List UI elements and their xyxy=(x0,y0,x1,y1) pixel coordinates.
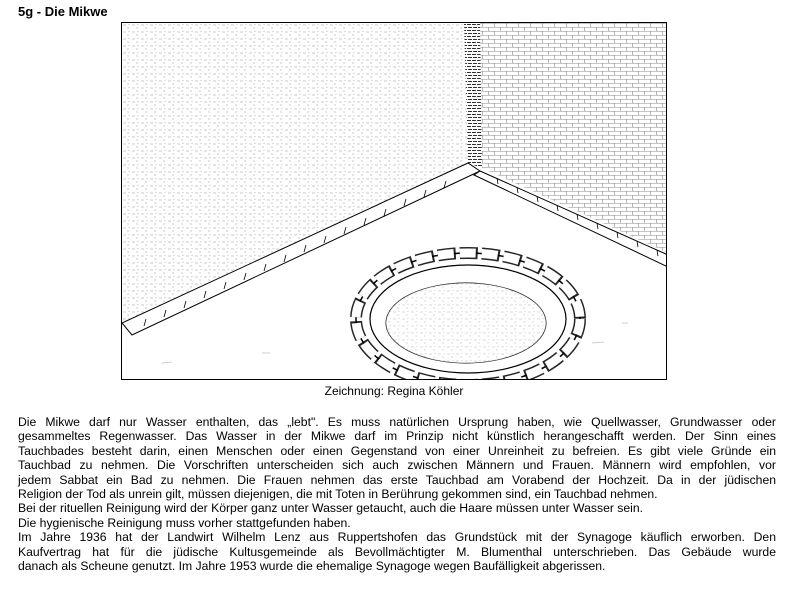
text-line: Tauchbad zu nehmen. Die Vorschriften unterscheiden sich auch zwischen Männern und Frauen. Männern wird empfohlen, vor xyxy=(18,458,776,473)
mikwe-basin xyxy=(356,253,580,380)
text-line: Tauchbades besteht darin, einen Menschen oder einen Gegenstand von einer Unreinheit zu befreien. Es gibt viele Gründe ein xyxy=(18,443,776,458)
text-line: Die Mikwe darf nur Wasser enthalten, das „lebt". Es muss natürlichen Ursprung haben, wie Quellwasser, Grundwasser oder xyxy=(18,415,776,429)
text-line: danach als Scheune genutzt. Im Jahre 1953 wurde die ehemalige Synagoge wegen Baufälligkeit abgerissen. xyxy=(18,559,606,574)
text-line: jedem Sabbat ein Bad zu nehmen. Die Frauen nehmen das erste Tauchbad am Vorabend der Hochzeit. Da in der jüdischen xyxy=(18,472,776,487)
section-title: 5g - Die Mikwe xyxy=(18,4,108,19)
text-line: Religion der Tod als unrein gilt, müssen diejenigen, die mit Toten in Berührung gekommen sind, ein Tauchbad nehmen. xyxy=(18,487,658,502)
figure-caption: Zeichnung: Regina Köhler xyxy=(324,384,464,398)
text-line: Kaufvertrag hat für die jüdische Kultusgemeinde als Bevollmächtigter M. Blumenthal unterschrieben. Das Gebäude wurde xyxy=(18,544,776,559)
mikwe-drawing xyxy=(121,22,667,380)
text-line: Die hygienische Reinigung muss vorher stattgefunden haben. xyxy=(18,515,351,530)
body-text xyxy=(18,415,776,573)
text-line: Im Jahre 1936 hat der Landwirt Wilhelm Lenz aus Ruppertshofen das Grundstück mit der Synagoge käuflich erworben. Den xyxy=(18,530,776,545)
text-line: gesammeltes Regenwasser. Das Wasser in der Mikwe darf im Prinzip nicht künstlich herangeschafft werden. Der Sinn eines xyxy=(18,429,776,444)
text-line: Bei der rituellen Reinigung wird der Körper ganz unter Wasser getaucht, auch die Haare müssen unter Wasser sein. xyxy=(18,501,644,516)
